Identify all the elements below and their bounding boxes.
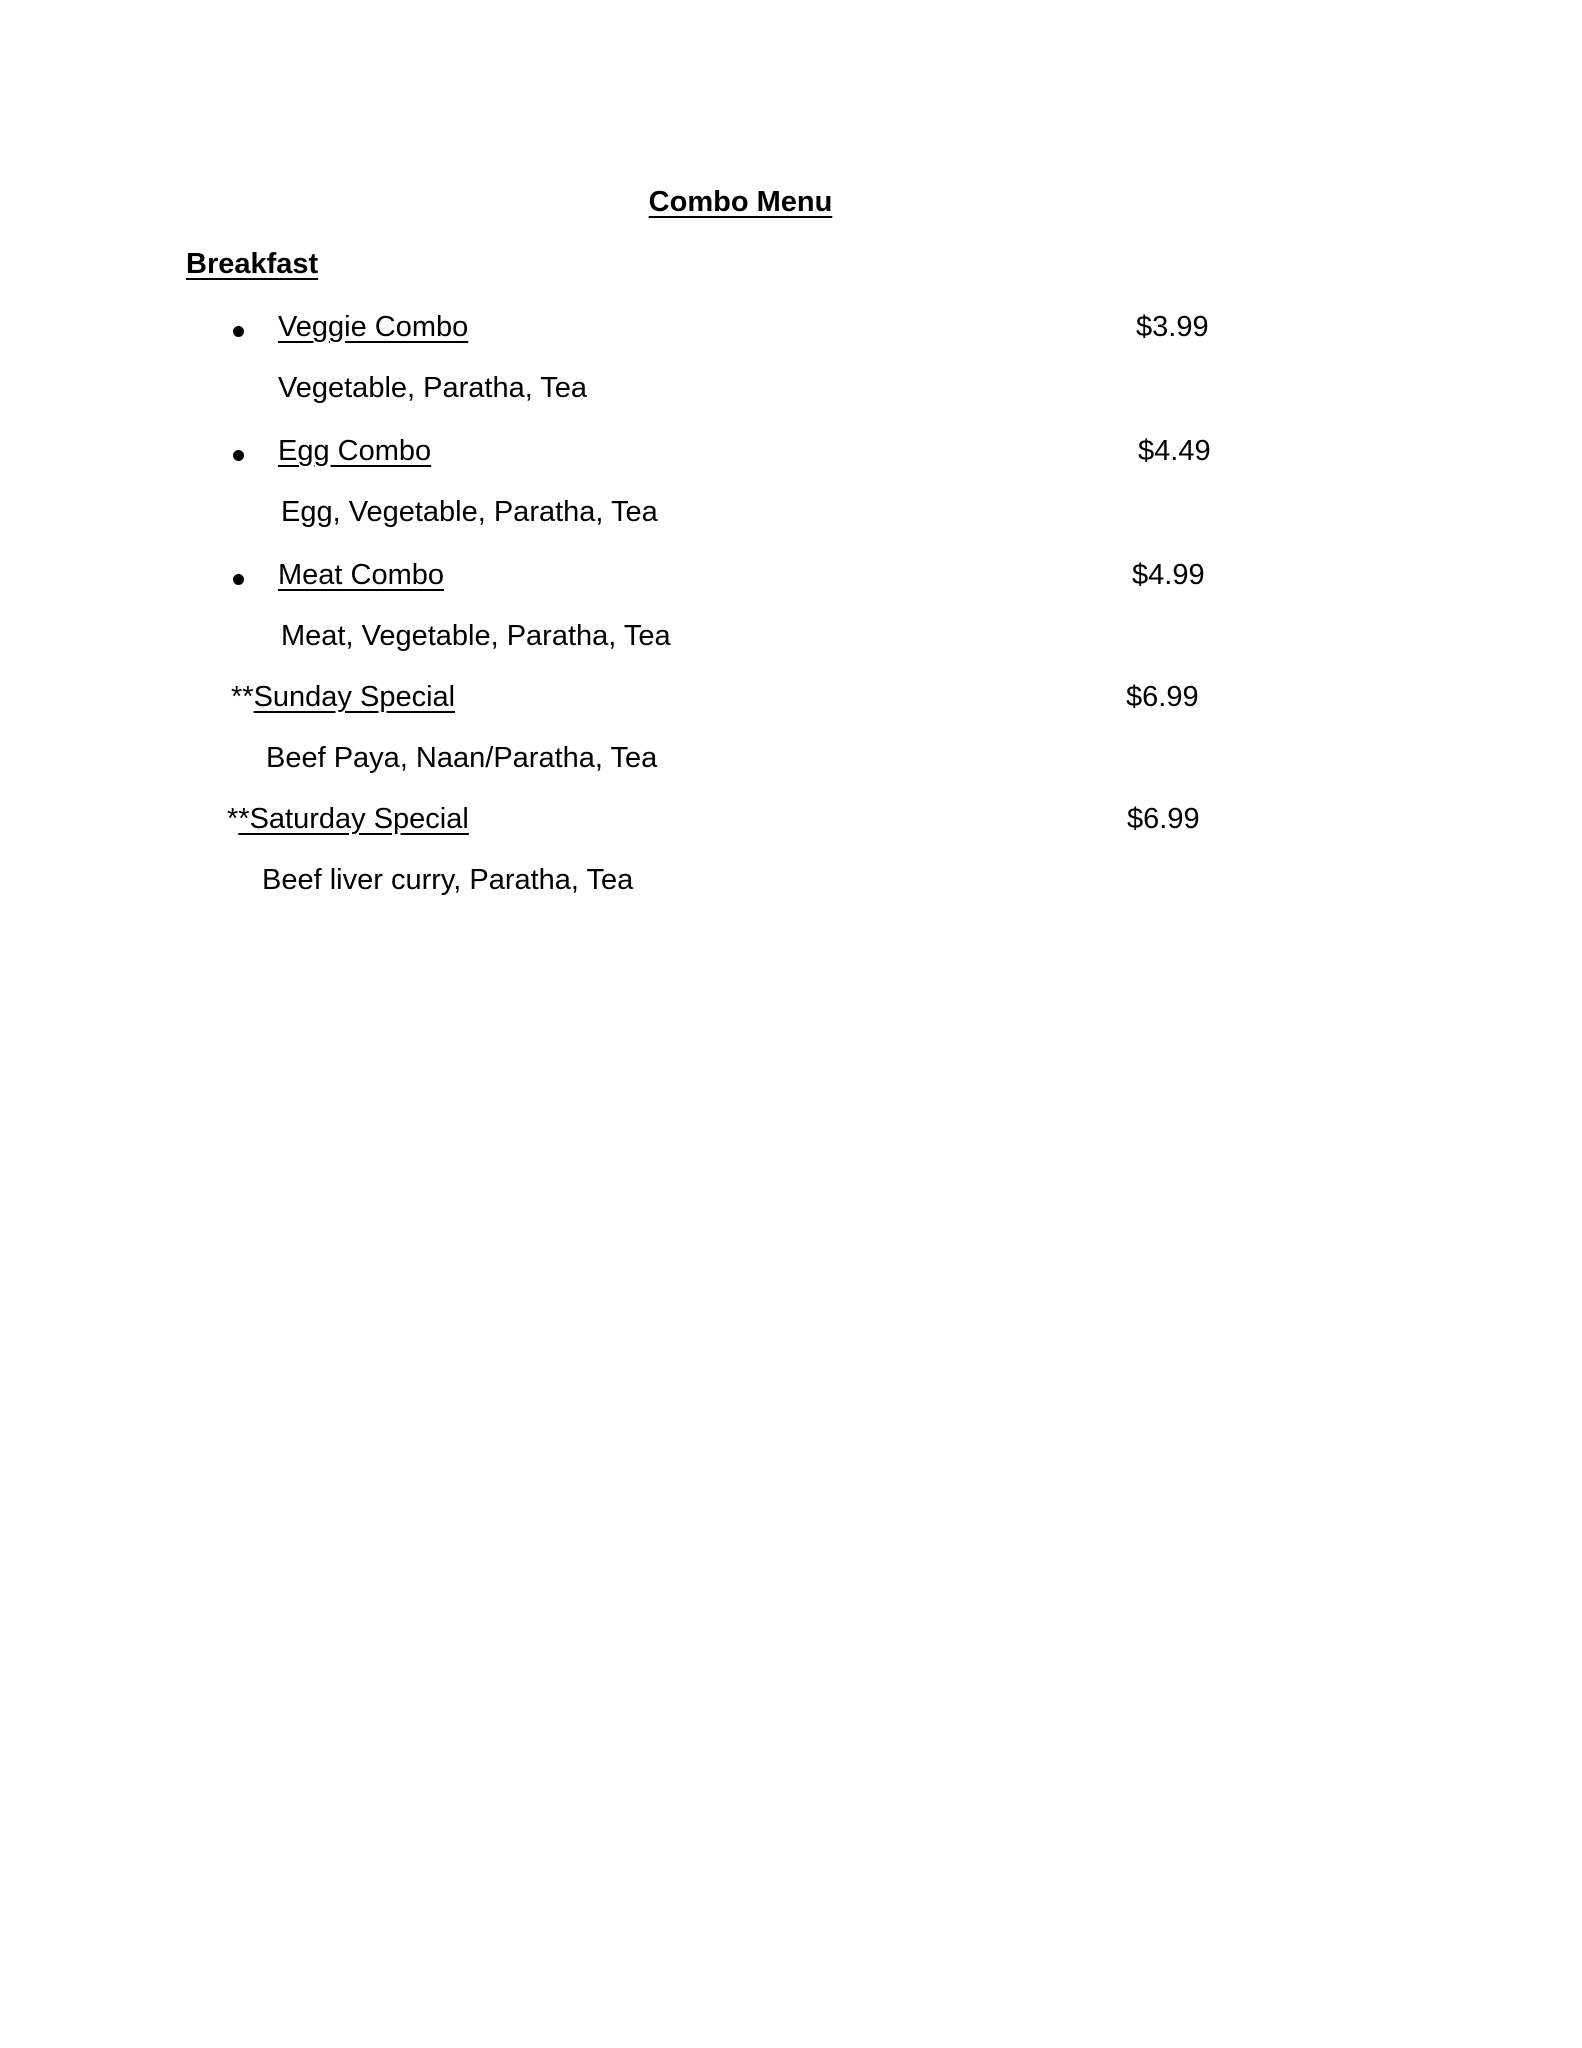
item-price-meat-combo: $4.99	[1132, 559, 1205, 591]
item-desc-meat-combo: Meat, Vegetable, Paratha, Tea	[281, 620, 671, 652]
special-prefix: **	[231, 681, 254, 713]
bullet-icon	[233, 450, 244, 461]
item-desc-egg-combo: Egg, Vegetable, Paratha, Tea	[281, 496, 658, 528]
item-price-veggie-combo: $3.99	[1136, 311, 1209, 343]
special-price-sunday: $6.99	[1126, 681, 1199, 713]
special-sunday	[231, 681, 455, 714]
special-price-saturday: $6.99	[1127, 803, 1200, 835]
item-desc-veggie-combo: Vegetable, Paratha, Tea	[278, 372, 588, 404]
special-desc-saturday: Beef liver curry, Paratha, Tea	[262, 864, 634, 896]
item-name-veggie-combo: Veggie Combo	[278, 311, 469, 343]
special-saturday	[227, 803, 469, 836]
section-heading-breakfast: Breakfast	[186, 248, 319, 280]
item-price-egg-combo: $4.49	[1138, 435, 1211, 467]
item-name-egg-combo: Egg Combo	[278, 435, 432, 467]
menu-title: Combo Menu	[648, 186, 833, 218]
item-name-meat-combo: Meat Combo	[278, 559, 445, 591]
bullet-icon	[233, 326, 244, 337]
bullet-icon	[233, 574, 244, 585]
special-name-sunday: Sunday Special	[253, 681, 456, 713]
special-desc-sunday: Beef Paya, Naan/Paratha, Tea	[266, 742, 658, 774]
special-name-saturday: *Saturday Special	[238, 803, 469, 835]
special-prefix: *	[227, 803, 239, 835]
